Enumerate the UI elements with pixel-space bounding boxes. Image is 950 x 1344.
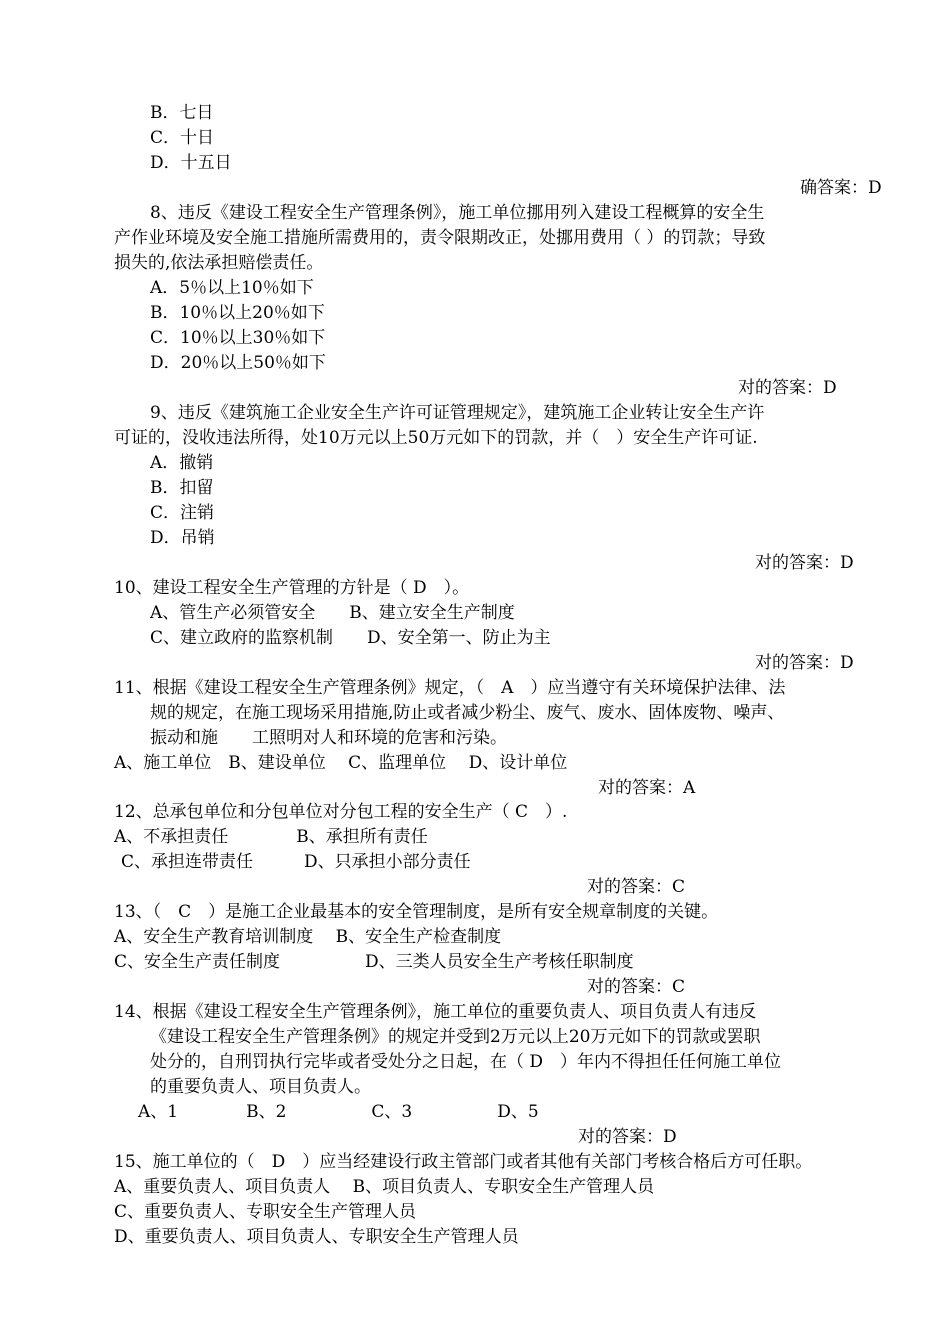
question-line: 8、违反《建设工程安全生产管理条例》，施工单位挪用列入建设工程概算的安全生 xyxy=(150,203,765,223)
question-line: 损失的,依法承担赔偿责任。 xyxy=(114,253,324,273)
option-line: C、承担连带责任 D、只承担小部分责任 xyxy=(121,852,471,872)
answer-line: 对的答案：C xyxy=(587,877,686,897)
question-line: 10、建设工程安全生产管理的方针是（ D ）。 xyxy=(114,578,470,598)
answer-line: 对的答案：D xyxy=(578,1127,677,1147)
question-line: 《建设工程安全生产管理条例》的规定并受到2万元以上20万元如下的罚款或罢职 xyxy=(150,1027,761,1047)
option-line: C、重要负责人、专职安全生产管理人员 xyxy=(114,1202,417,1222)
question-line: 可证的，没收违法所得，处10万元以上50万元如下的罚款，并（ ）安全生产许可证. xyxy=(114,428,758,448)
question-line: 的重要负责人、项目负责人。 xyxy=(150,1077,371,1097)
option-line: C、建立政府的监察机制 D、安全第一、防止为主 xyxy=(150,628,551,648)
question-line: 规的规定，在施工现场采用措施,防止或者减少粉尘、废气、废水、固体废物、噪声、 xyxy=(150,703,785,723)
option-line: C．十日 xyxy=(150,128,215,148)
option-line: B．七日 xyxy=(150,103,214,123)
question-line: 振动和施 工照明对人和环境的危害和污染。 xyxy=(150,728,507,748)
option-line: A、1 B、2 C、3 D、5 xyxy=(138,1102,539,1122)
answer-line: 对的答案：C xyxy=(587,977,686,997)
option-line: A．5％以上10％如下 xyxy=(150,278,314,298)
option-line: A、管生产必须管安全 B、建立安全生产制度 xyxy=(150,603,515,623)
option-line: D．吊销 xyxy=(150,528,215,548)
question-line: 14、根据《建设工程安全生产管理条例》，施工单位的重要负责人、项目负责人有违反 xyxy=(114,1002,757,1022)
option-line: A、施工单位 B、建设单位 C、监理单位 D、设计单位 xyxy=(114,753,568,773)
option-line: A．撤销 xyxy=(150,453,214,473)
question-line: 处分的，自刑罚执行完毕或者受处分之日起，在（ D ）年内不得担任任何施工单位 xyxy=(150,1052,782,1072)
option-line: C．注销 xyxy=(150,503,215,523)
question-line: 11、根据《建设工程安全生产管理条例》规定，（ A ）应当遵守有关环境保护法律、法 xyxy=(114,678,786,698)
answer-line: 对的答案：D xyxy=(755,553,854,573)
question-line: 15、施工单位的（ D ）应当经建设行政主管部门或者其他有关部门考核合格后方可任职。 xyxy=(114,1152,813,1172)
option-line: A、安全生产教育培训制度 B、安全生产检查制度 xyxy=(114,927,502,947)
answer-line: 对的答案：A xyxy=(598,778,696,798)
answer-line: 对的答案：D xyxy=(738,378,837,398)
option-line: A、不承担责任 B、承担所有责任 xyxy=(114,827,428,847)
question-line: 产作业环境及安全施工措施所需费用的，责令限期改正，处挪用费用（ ）的罚款；导致 xyxy=(114,228,766,248)
option-line: B．10％以上20％如下 xyxy=(150,303,325,323)
option-line: A、重要负责人、项目负责人 B、项目负责人、专职安全生产管理人员 xyxy=(114,1177,655,1197)
option-line: D、重要负责人、项目负责人、专职安全生产管理人员 xyxy=(114,1227,519,1247)
option-line: D．十五日 xyxy=(150,153,232,173)
option-line: D．20％以上50％如下 xyxy=(150,353,326,373)
answer-line: 确答案：D xyxy=(800,178,882,198)
option-line: B．扣留 xyxy=(150,478,214,498)
answer-line: 对的答案：D xyxy=(755,653,854,673)
question-line: 13、（ C ）是施工企业最基本的安全管理制度，是所有安全规章制度的关键。 xyxy=(114,902,719,922)
question-line: 9、违反《建筑施工企业安全生产许可证管理规定》，建筑施工企业转让安全生产许 xyxy=(150,403,765,423)
option-line: C．10％以上30％如下 xyxy=(150,328,326,348)
question-line: 12、总承包单位和分包单位对分包工程的安全生产（ C ）. xyxy=(114,802,568,822)
option-line: C、安全生产责任制度 D、三类人员安全生产考核任职制度 xyxy=(114,952,634,972)
